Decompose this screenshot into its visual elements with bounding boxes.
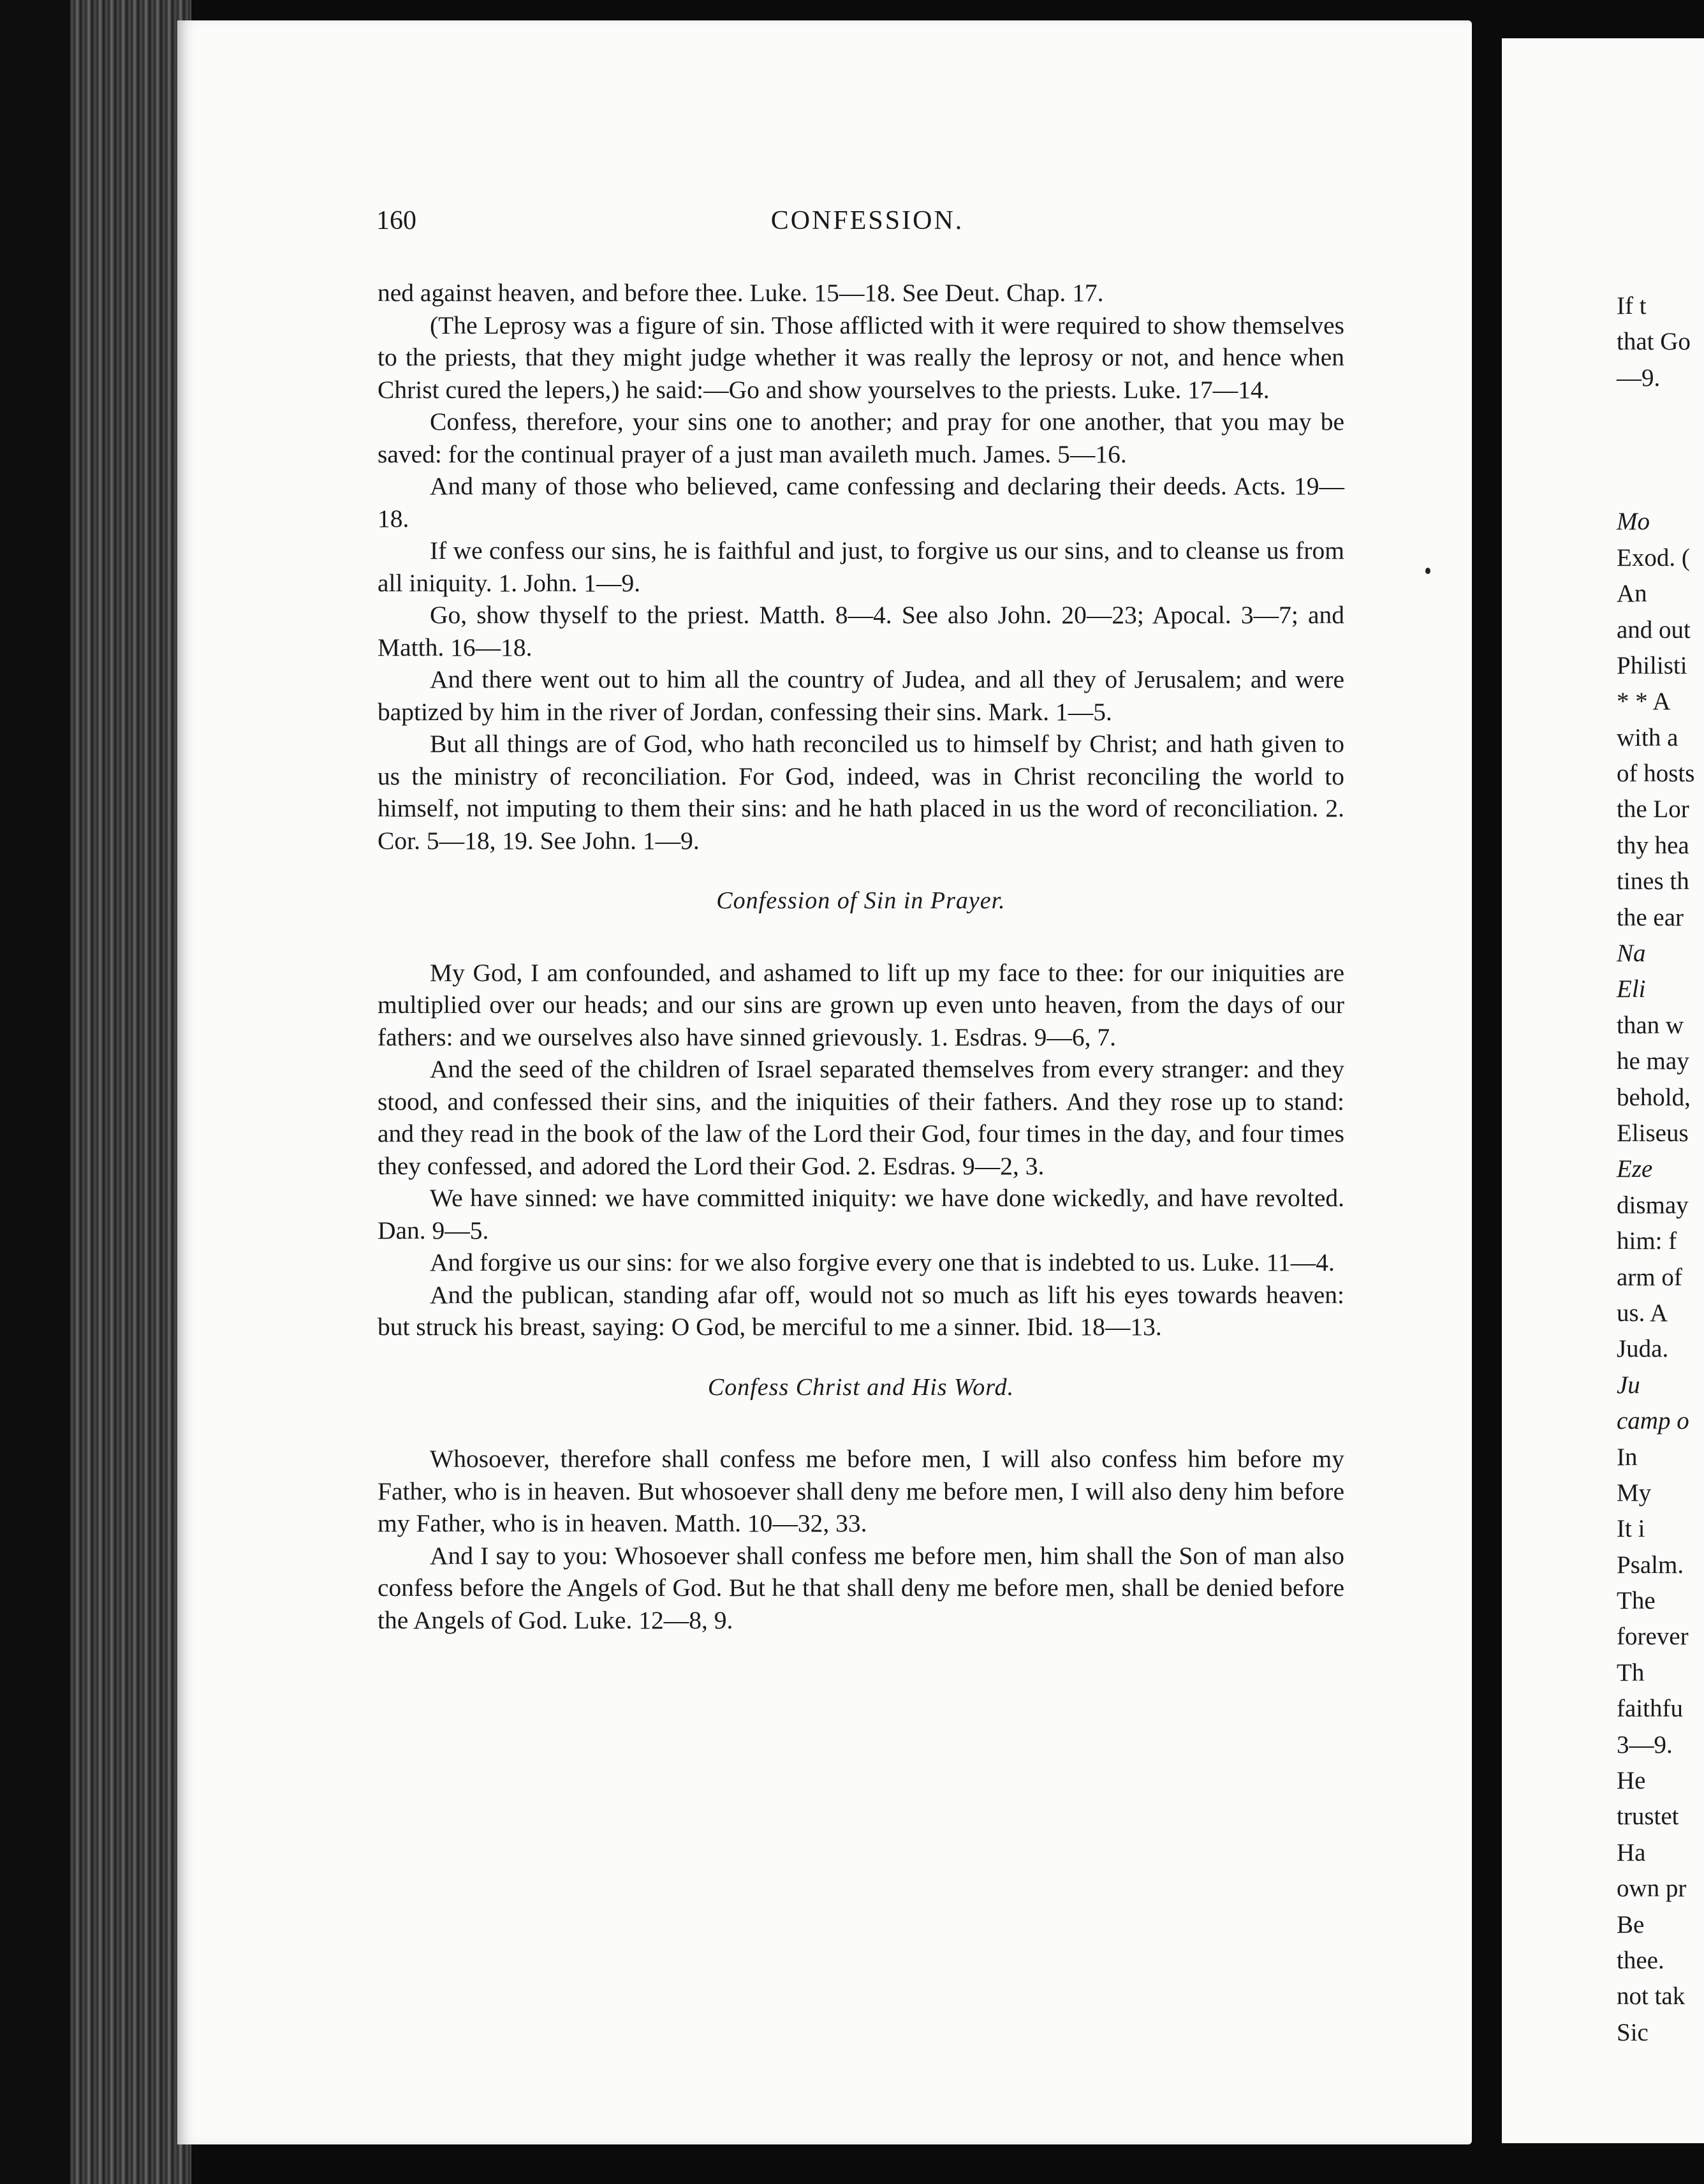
paragraph: My God, I am confounded, and ashamed to lift up my face to thee: for our iniquities are multiplied over our heads; and our sins are grown up even unto heaven, from the days of our fathers: and we ourselves also have sinned grievously. 1. Esdras. 9—6, 7. (378, 958, 1344, 1051)
paragraph: And I say to you: Whosoever shall confess me before men, him shall the Son of man also confess before the Angels of God. But he that shall deny me before men, shall be denied before the Angels of God. Luke. 12—8, 9. (378, 1541, 1344, 1634)
next-page-line: Ha (1617, 1838, 1646, 1866)
next-page-line: An (1617, 580, 1647, 608)
book-cover-edge (0, 0, 70, 2184)
next-page-line: us. A (1617, 1299, 1668, 1327)
next-page-line: My (1617, 1479, 1652, 1507)
page-number: 160 (376, 206, 416, 235)
next-page-line: It i (1617, 1515, 1645, 1543)
next-page-line (1617, 468, 1694, 504)
next-page-line: of hosts (1617, 760, 1695, 788)
next-page-line: behold, (1617, 1083, 1691, 1111)
next-page-line: Eli (1617, 975, 1646, 1003)
next-page-line: that Go (1617, 328, 1691, 356)
next-page-line (1617, 432, 1694, 468)
next-page-line: Psalm. (1617, 1551, 1684, 1579)
next-page-line: Na (1617, 940, 1646, 968)
next-page-line: not tak (1617, 1982, 1686, 2011)
next-page-line: thy hea (1617, 831, 1689, 859)
next-page-line: —9. (1617, 364, 1661, 392)
ink-speck (1425, 568, 1430, 574)
next-page-line: Sic (1617, 2018, 1649, 2046)
paragraph: And the seed of the children of Israel separated themselves from every stranger: and they stood, and confessed their sins, and the iniquities of their fathers. And they rose up to stand: and they read in the book of the law of the Lord their God, four times in the day, and four times they confessed, and adored the Lord their God. 2. Esdras. 9—2, 3. (378, 1055, 1344, 1180)
paragraph: Whosoever, therefore shall confess me before men, I will also confess him before my Father, who is in heaven. But whosoever shall deny me before men, I will also deny him before my Father, who is in heaven. Matth. 10—32, 33. (378, 1445, 1344, 1537)
next-page-line: He (1617, 1767, 1646, 1795)
next-page-line (1617, 396, 1694, 432)
paragraph: And there went out to him all the country of Judea, and all they of Jerusalem; and were baptized by him in the river of Jordan, confessing their sins. Mark. 1—5. (378, 665, 1344, 726)
next-page-line: The (1617, 1587, 1656, 1615)
section-heading: Confess Christ and His Word. (707, 1373, 1015, 1401)
next-page-line: tines th (1617, 867, 1689, 896)
paragraph: Go, show thyself to the priest. Matth. 8—4. See also John. 20—23; Apocal. 3—7; and Matth. 16—18. (378, 601, 1344, 661)
paragraph: We have sinned: we have committed iniquity: we have done wickedly, and have revolted. Dan. 9—5. (378, 1184, 1344, 1244)
next-page-line: In (1617, 1443, 1638, 1471)
paragraph: And forgive us our sins: for we also forgive every one that is indebted to us. Luke. 11—4. (430, 1248, 1335, 1276)
next-page-line: Eze (1617, 1155, 1653, 1183)
next-page-line: * * A (1617, 688, 1671, 716)
next-page-line: 3—9. (1617, 1730, 1673, 1759)
next-page-line: Be (1617, 1910, 1645, 1938)
next-page-line: arm of (1617, 1263, 1682, 1291)
paragraph: ned against heaven, and before thee. Luke. 15—18. See Deut. Chap. 17. (378, 279, 1104, 307)
next-page-line: forever (1617, 1623, 1689, 1651)
page-body (378, 277, 1344, 1636)
next-page-line: Mo (1617, 508, 1650, 536)
next-page-line: Ju (1617, 1371, 1640, 1399)
next-page-line: the Lor (1617, 795, 1689, 823)
next-page-line: Th (1617, 1658, 1645, 1686)
running-head (376, 205, 1358, 244)
section-heading: Confession of Sin in Prayer. (716, 887, 1006, 914)
paragraph: And the publican, standing afar off, would not so much as lift his eyes towards heaven: but struck his breast, saying: O God, be merciful to me a sinner. Ibid. 18—13. (378, 1280, 1344, 1341)
next-page-line: thee. (1617, 1946, 1664, 1974)
paragraph: (The Leprosy was a figure of sin. Those afflicted with it were required to show themselves to the priests, that they might judge whether it was really the leprosy or not, and hence when Christ cured the lepers,) he said:—Go and show yourselves to the priests. Luke. 17—14. (378, 311, 1344, 404)
next-page-line: and out (1617, 616, 1691, 644)
paragraph: If we confess our sins, he is faithful and just, to forgive us our sins, and to cleanse us from all iniquity. 1. John. 1—9. (378, 536, 1344, 597)
next-page-line: trustet (1617, 1803, 1679, 1831)
next-page-line: than w (1617, 1011, 1684, 1039)
running-head-title: CONFESSION. (770, 206, 964, 235)
next-page-line: Exod. ( (1617, 543, 1690, 572)
next-page-line: Philisti (1617, 651, 1687, 679)
next-page-line: own pr (1617, 1875, 1687, 1903)
paragraph: Confess, therefore, your sins one to another; and pray for one another, that you may be saved: for the continual prayer of a just man availeth much. James. 5—16. (378, 408, 1344, 468)
next-page-line: faithfu (1617, 1695, 1683, 1723)
next-page-line: camp o (1617, 1407, 1689, 1435)
paragraph: And many of those who believed, came confessing and declaring their deeds. Acts. 19—18. (378, 472, 1344, 533)
next-page-line: Juda. (1617, 1335, 1669, 1363)
next-page-fragment (1502, 38, 1704, 2143)
next-page-lines (1617, 288, 1694, 2051)
next-page-line: with a (1617, 723, 1678, 751)
next-page-line: the ear (1617, 903, 1684, 931)
paragraph: But all things are of God, who hath reconciled us to himself by Christ; and hath given to us the ministry of reconciliation. For God, indeed, was in Christ reconciling the world to himself, not imputing to them their sins: and he hath placed in us the word of reconciliation. 2. Cor. 5—18, 19. See John. 1—9. (378, 730, 1344, 855)
next-page-line: Eliseus (1617, 1119, 1689, 1147)
next-page-line: him: f (1617, 1227, 1677, 1255)
next-page-line: he may (1617, 1047, 1689, 1075)
next-page-line: If t (1617, 292, 1647, 320)
next-page-line: dismay (1617, 1191, 1689, 1219)
